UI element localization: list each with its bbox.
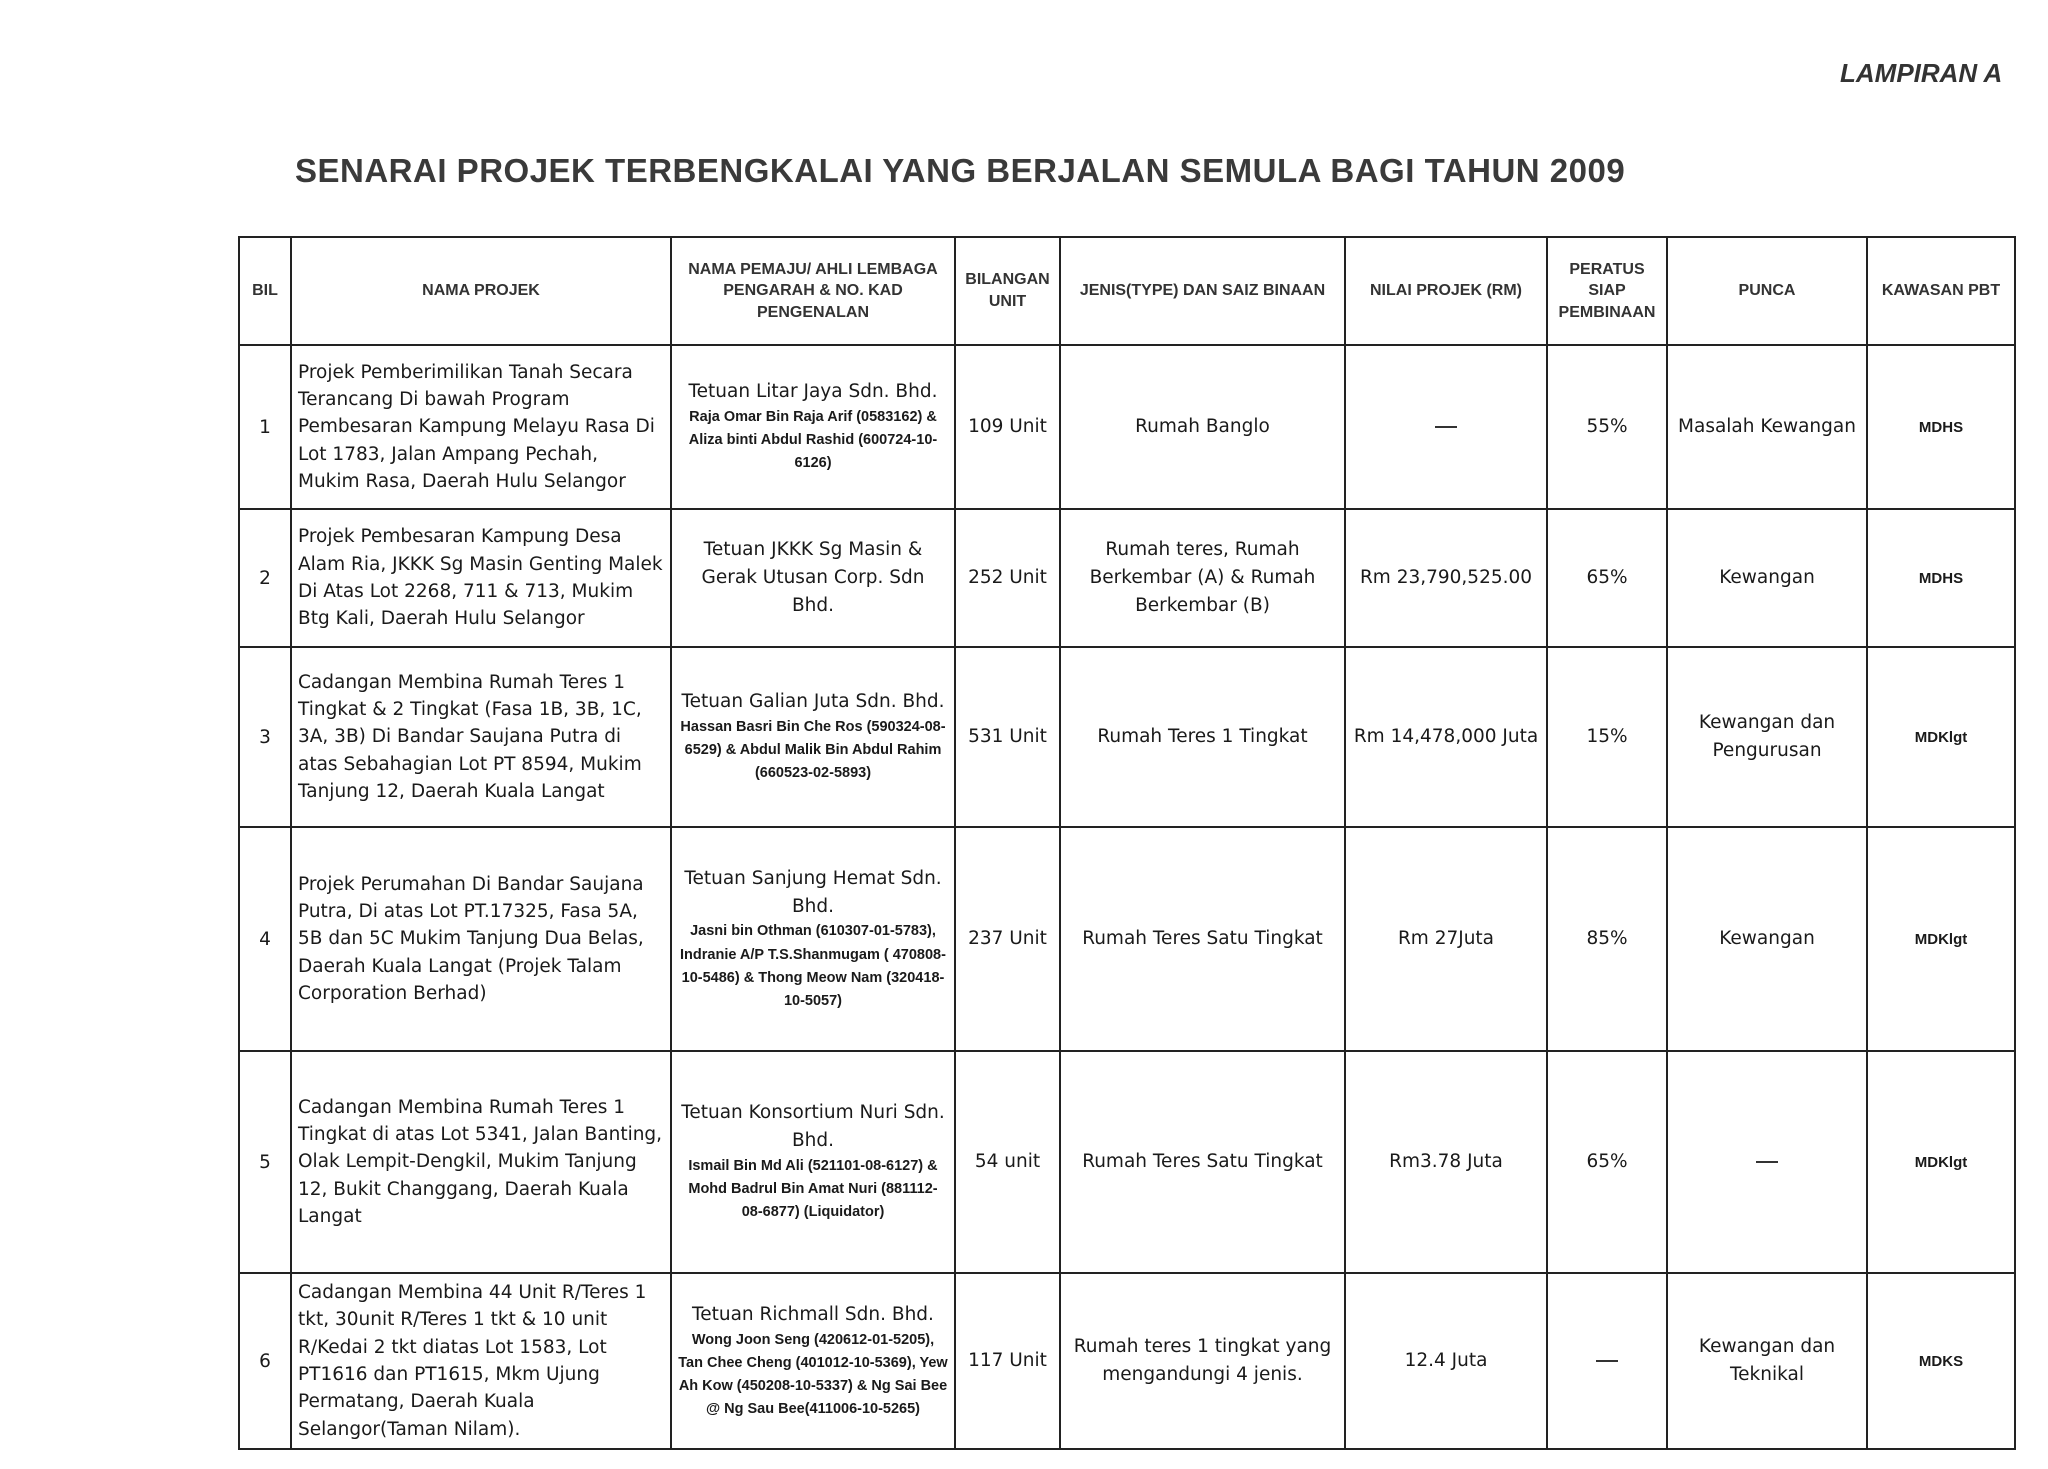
cell-punca: Kewangan (1667, 509, 1867, 647)
cell-kawasan: MDKlgt (1867, 647, 2015, 827)
cell-projek: Projek Perumahan Di Bandar Saujana Putra, Di atas Lot PT.17325, Fasa 5A, 5B dan 5C Mukim Tanjung Dua Belas, Daerah Kuala Langat (Projek Talam Corporation Berhad) (291, 827, 671, 1051)
cell-jenis: Rumah Teres 1 Tingkat (1060, 647, 1345, 827)
pemaju-company: Tetuan Galian Juta Sdn. Bhd. (681, 691, 945, 713)
cell-punca: Masalah Kewangan (1667, 345, 1867, 509)
pemaju-persons: Jasni bin Othman (610307-01-5783), Indranie A/P T.S.Shanmugam ( 470808-10-5486) & Thong Meow Nam (320418-10-5057) (680, 923, 946, 1009)
col-header-bil: BIL (239, 237, 291, 345)
cell-bil: 3 (239, 647, 291, 827)
table-row (239, 1273, 2015, 1449)
table-row (239, 647, 2015, 827)
col-header-bilangan-unit: BILANGAN UNIT (955, 237, 1060, 345)
col-header-pemaju: NAMA PEMAJU/ AHLI LEMBAGA PENGARAH & NO. KAD PENGENALAN (671, 237, 955, 345)
pemaju-company: Tetuan JKKK Sg Masin & Gerak Utusan Corp. Sdn Bhd. (701, 539, 925, 616)
pemaju-persons: Wong Joon Seng (420612-01-5205), Tan Chee Cheng (401012-10-5369), Yew Ah Kow (450208-10-5337) & Ng Sai Bee @ Ng Sau Bee(411006-10-5265) (678, 1331, 948, 1418)
cell-bil: 4 (239, 827, 291, 1051)
cell-peratus: 65% (1547, 1051, 1667, 1273)
col-header-nama-projek: NAMA PROJEK (291, 237, 671, 345)
cell-projek: Projek Pembesaran Kampung Desa Alam Ria, JKKK Sg Masin Genting Malek Di Atas Lot 2268, 711 & 713, Mukim Btg Kali, Daerah Hulu Selangor (291, 509, 671, 647)
cell-bil: 6 (239, 1273, 291, 1449)
pemaju-company: Tetuan Litar Jaya Sdn. Bhd. (688, 381, 938, 403)
cell-unit: 54 unit (955, 1051, 1060, 1273)
col-header-peratus: PERATUS SIAP PEMBINAAN (1547, 237, 1667, 345)
cell-kawasan: MDKS (1867, 1273, 2015, 1449)
pemaju-persons: Ismail Bin Md Ali (521101-08-6127) & Mohd Badrul Bin Amat Nuri (881112-08-6877) (Liquidator) (688, 1157, 938, 1221)
cell-jenis: Rumah Banglo (1060, 345, 1345, 509)
lampiran-label: LAMPIRAN A (1840, 58, 2003, 88)
cell-nilai (1345, 345, 1547, 509)
pemaju-persons: Raja Omar Bin Raja Arif (0583162) & Aliza binti Abdul Rashid (600724-10-6126) (688, 409, 938, 472)
cell-pemaju (671, 827, 955, 1051)
cell-unit: 109 Unit (955, 345, 1060, 509)
cell-peratus (1547, 1273, 1667, 1449)
table-row (239, 345, 2015, 509)
cell-punca: Kewangan dan Pengurusan (1667, 647, 1867, 827)
cell-pemaju (671, 647, 955, 827)
cell-peratus: 55% (1547, 345, 1667, 509)
cell-pemaju (671, 1273, 955, 1449)
cell-nilai: Rm 27Juta (1345, 827, 1547, 1051)
cell-pemaju (671, 1051, 955, 1273)
cell-projek: Cadangan Membina Rumah Teres 1 Tingkat & 2 Tingkat (Fasa 1B, 3B, 1C, 3A, 3B) Di Bandar Saujana Putra di atas Sebahagian Lot PT 8594, Mukim Tanjung 12, Daerah Kuala Langat (291, 647, 671, 827)
cell-nilai: Rm 23,790,525.00 (1345, 509, 1547, 647)
cell-unit: 237 Unit (955, 827, 1060, 1051)
cell-peratus: 15% (1547, 647, 1667, 827)
cell-jenis: Rumah teres 1 tingkat yang mengandungi 4 jenis. (1060, 1273, 1345, 1449)
cell-peratus: 65% (1547, 509, 1667, 647)
cell-bil: 1 (239, 345, 291, 509)
pemaju-company: Tetuan Richmall Sdn. Bhd. (692, 1303, 934, 1325)
cell-pemaju (671, 509, 955, 647)
empty-dash (1435, 426, 1457, 428)
pemaju-company: Tetuan Konsortium Nuri Sdn. Bhd. (681, 1102, 945, 1152)
cell-unit: 531 Unit (955, 647, 1060, 827)
table-header-row (239, 237, 2015, 345)
cell-punca: Kewangan dan Teknikal (1667, 1273, 1867, 1449)
col-header-kawasan: KAWASAN PBT (1867, 237, 2015, 345)
cell-nilai: Rm 14,478,000 Juta (1345, 647, 1547, 827)
empty-dash (1596, 1360, 1618, 1362)
cell-kawasan: MDKlgt (1867, 1051, 2015, 1273)
col-header-nilai: NILAI PROJEK (RM) (1345, 237, 1547, 345)
empty-dash (1756, 1161, 1778, 1163)
cell-projek: Projek Pemberimilikan Tanah Secara Terancang Di bawah Program Pembesaran Kampung Melayu Rasa Di Lot 1783, Jalan Ampang Pechah, Mukim Rasa, Daerah Hulu Selangor (291, 345, 671, 509)
cell-bil: 2 (239, 509, 291, 647)
cell-punca (1667, 1051, 1867, 1273)
pemaju-company: Tetuan Sanjung Hemat Sdn. Bhd. (684, 867, 942, 917)
cell-kawasan: MDKlgt (1867, 827, 2015, 1051)
cell-unit: 252 Unit (955, 509, 1060, 647)
project-table (238, 236, 2016, 1450)
table-row (239, 827, 2015, 1051)
cell-kawasan: MDHS (1867, 345, 2015, 509)
cell-projek: Cadangan Membina 44 Unit R/Teres 1 tkt, 30unit R/Teres 1 tkt & 10 unit R/Kedai 2 tkt diatas Lot 1583, Lot PT1616 dan PT1615, Mkm Ujung Permatang, Daerah Kuala Selangor(Taman Nilam). (291, 1273, 671, 1449)
pemaju-persons: Hassan Basri Bin Che Ros (590324-08-6529) & Abdul Malik Bin Abdul Rahim (660523-02-5893) (680, 719, 946, 782)
cell-punca: Kewangan (1667, 827, 1867, 1051)
cell-jenis: Rumah Teres Satu Tingkat (1060, 827, 1345, 1051)
cell-nilai: Rm3.78 Juta (1345, 1051, 1547, 1273)
col-header-jenis: JENIS(TYPE) DAN SAIZ BINAAN (1060, 237, 1345, 345)
cell-bil: 5 (239, 1051, 291, 1273)
page-title: SENARAI PROJEK TERBENGKALAI YANG BERJALAN SEMULA BAGI TAHUN 2009 (295, 152, 1626, 189)
cell-nilai: 12.4 Juta (1345, 1273, 1547, 1449)
cell-pemaju (671, 345, 955, 509)
cell-jenis: Rumah teres, Rumah Berkembar (A) & Rumah Berkembar (B) (1060, 509, 1345, 647)
cell-kawasan: MDHS (1867, 509, 2015, 647)
cell-unit: 117 Unit (955, 1273, 1060, 1449)
col-header-punca: PUNCA (1667, 237, 1867, 345)
cell-peratus: 85% (1547, 827, 1667, 1051)
cell-jenis: Rumah Teres Satu Tingkat (1060, 1051, 1345, 1273)
cell-projek: Cadangan Membina Rumah Teres 1 Tingkat di atas Lot 5341, Jalan Banting, Olak Lempit-Dengkil, Mukim Tanjung 12, Bukit Changgang, Daerah Kuala Langat (291, 1051, 671, 1273)
table-row (239, 1051, 2015, 1273)
table-row (239, 509, 2015, 647)
